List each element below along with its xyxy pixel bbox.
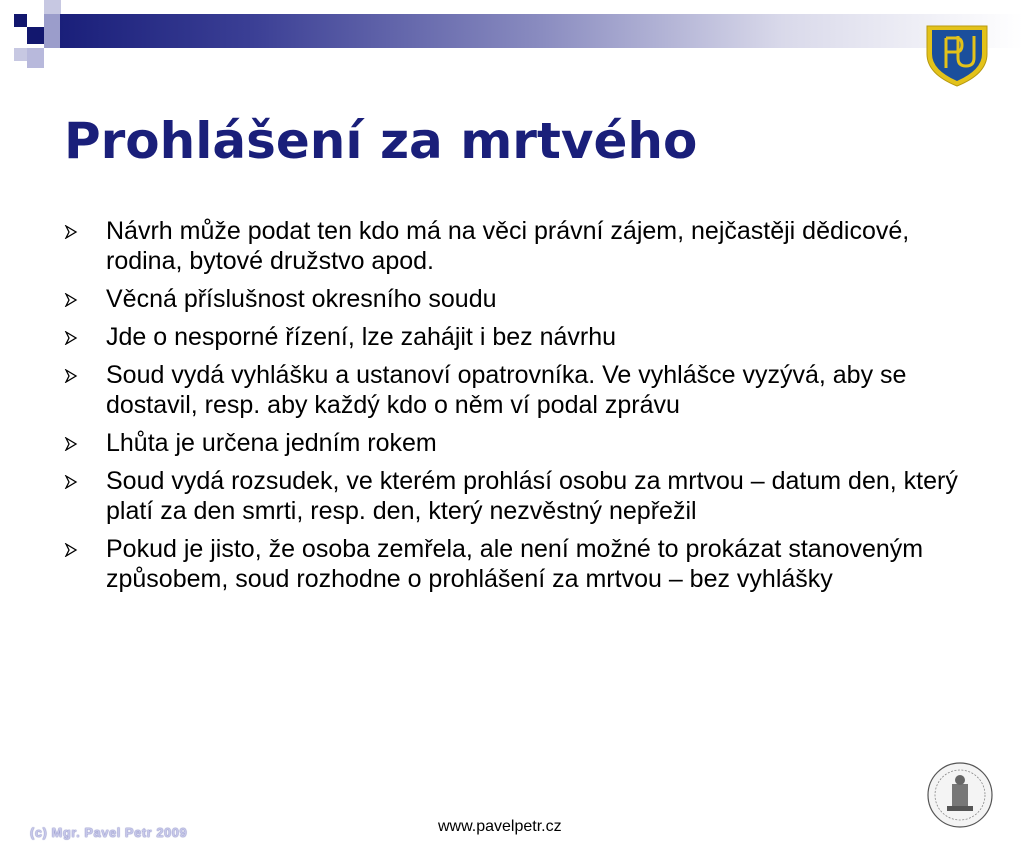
- header-decor-square: [44, 0, 61, 14]
- bullet-list: [64, 216, 964, 602]
- copyright-text: (c) Mgr. Pavel Petr 2009: [30, 825, 188, 840]
- bullet-item: [64, 322, 964, 352]
- bullet-text: Věcná příslušnost okresního soudu: [106, 285, 497, 313]
- chevron-right-icon: [64, 543, 78, 557]
- chevron-right-icon: [64, 331, 78, 345]
- bullet-text: Soud vydá vyhlášku a ustanoví opatrovníka. Ve vyhlášce vyzývá, aby se dostavil, resp. aby každý kdo o něm ví podal zprávu: [106, 361, 907, 419]
- chevron-right-icon: [64, 225, 78, 239]
- bullet-text: Soud vydá rozsudek, ve kterém prohlásí osobu za mrtvou – datum den, který platí za den smrti, resp. den, který nezvěstný nepřežil: [106, 467, 958, 525]
- bullet-text: Návrh může podat ten kdo má na věci právní zájem, nejčastěji dědicové, rodina, bytové družstvo apod.: [106, 217, 910, 275]
- header-decor-square: [27, 48, 44, 68]
- header-decor-square: [14, 14, 27, 27]
- bullet-item: [64, 360, 964, 420]
- faculty-seal-logo: [925, 760, 995, 830]
- header-gradient-bar: [60, 14, 1023, 48]
- chevron-right-icon: [64, 293, 78, 307]
- bullet-text: Jde o nesporné řízení, lze zahájit i bez návrhu: [106, 323, 617, 351]
- chevron-right-icon: [64, 369, 78, 383]
- chevron-right-icon: [64, 437, 78, 451]
- bullet-item: [64, 534, 964, 594]
- header-decor-square: [44, 14, 61, 48]
- bullet-text: Pokud je jisto, že osoba zemřela, ale není možné to prokázat stanoveným způsobem, soud rozhodne o prohlášení za mrtvou – bez vyhlášky: [106, 535, 924, 593]
- bullet-item: [64, 428, 964, 458]
- bullet-item: [64, 284, 964, 314]
- slide-title: Prohlášení za mrtvého: [64, 112, 698, 170]
- university-shield-logo: [922, 20, 992, 88]
- bullet-item: [64, 216, 964, 276]
- bullet-item: [64, 466, 964, 526]
- bullet-text: Lhůta je určena jedním rokem: [106, 429, 437, 457]
- chevron-right-icon: [64, 475, 78, 489]
- header-decor-square: [14, 48, 27, 61]
- footer-url: www.pavelpetr.cz: [438, 818, 562, 835]
- header-decor-square: [27, 27, 44, 44]
